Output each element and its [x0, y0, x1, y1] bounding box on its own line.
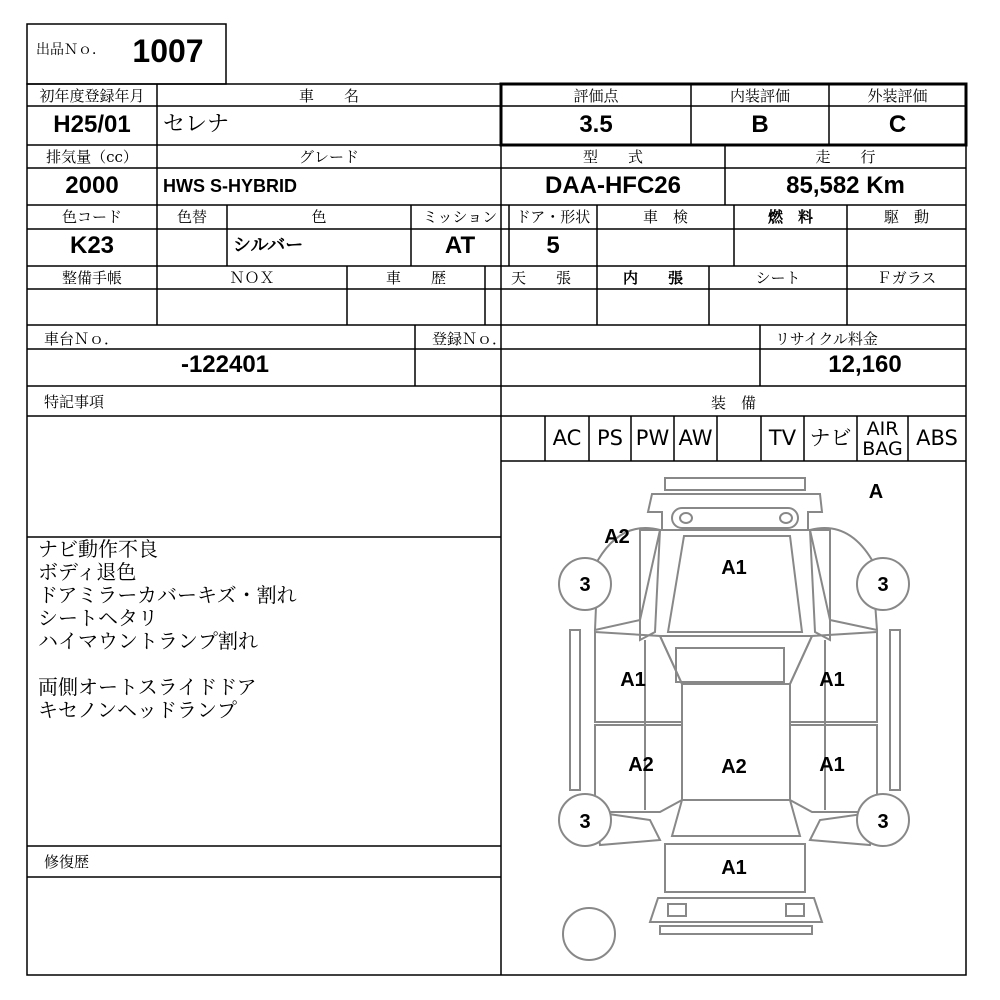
mileage-label: 走 行 [815, 148, 876, 166]
interior-label: 内装評価 [729, 87, 790, 105]
exterior-value: C [888, 111, 907, 138]
remark-line: 両側オートスライドドア [38, 675, 257, 699]
remark-line [38, 653, 297, 676]
first-reg-label: 初年度登録年月 [39, 87, 145, 105]
color-label: 色 [311, 208, 327, 226]
color-value: シルバー [233, 235, 304, 256]
mark-front-left-corner: A2 [604, 526, 630, 548]
equipment-item-tv: TV [768, 426, 797, 450]
mission-value: AT [444, 232, 476, 259]
mark-rear-right-tire: 3 [877, 811, 889, 833]
car-name-label: 車 名 [298, 87, 359, 105]
recycle-value: 12,160 [828, 351, 902, 378]
remark-line: キセノンヘッドランプ [38, 698, 237, 722]
displacement-value: 2000 [65, 172, 119, 199]
mark-top-right: A [868, 481, 884, 503]
equipment-item-pw: PW [635, 426, 670, 450]
remarks-notes [38, 538, 297, 722]
registration-label: 登録Ｎｏ． [432, 330, 508, 348]
inspection-label: 車 検 [642, 208, 688, 226]
color-code-value: K23 [69, 232, 115, 259]
remark-line: ハイマウントランプ割れ [38, 629, 258, 653]
fglass-label: Ｆガラス [876, 269, 937, 287]
model-label: 型 式 [582, 148, 643, 166]
equipment-item-airbag: AIR BAG [862, 418, 903, 460]
equipment-item [717, 416, 761, 460]
first-reg-value: H25/01 [53, 111, 131, 138]
mark-hood: A1 [721, 557, 747, 579]
mark-rear-left-door: A2 [628, 754, 654, 776]
remark-line: ドアミラーカバーキズ・割れ [38, 583, 297, 607]
equipment-item-ps: PS [597, 426, 623, 450]
roof-label: 天 張 [510, 269, 571, 287]
car-diagram [501, 461, 966, 975]
mark-front-right-tire: 3 [877, 574, 889, 596]
equipment-item-aw: AW [678, 426, 713, 450]
lot-label: 出品Ｎｏ． [36, 42, 106, 58]
displacement-label: 排気量（cc） [46, 148, 138, 166]
mark-front-left-door: A1 [620, 669, 646, 691]
equipment-item-navi: ナビ [809, 426, 852, 450]
seat-label: シート [755, 269, 801, 287]
interior-lining-label: 内 張 [622, 269, 683, 287]
exterior-label: 外装評価 [867, 87, 928, 105]
color-code-label: 色コード [61, 208, 122, 226]
drive-label: 駆 動 [883, 208, 929, 226]
score-label: 評価点 [573, 87, 619, 105]
recycle-label: リサイクル料金 [775, 330, 878, 348]
score-value: 3.5 [579, 111, 613, 138]
mileage-value: 85,582 Km [786, 172, 905, 199]
remark-line: ボディ退色 [38, 560, 137, 584]
chassis-label: 車台Ｎｏ． [44, 330, 120, 348]
model-value: DAA-HFC26 [544, 172, 681, 199]
remarks-label: 特記事項 [44, 393, 105, 411]
mark-rear-left-tire: 3 [579, 811, 591, 833]
remark-line: ナビ動作不良 [38, 537, 158, 561]
grade-label: グレード [298, 148, 359, 166]
car-name-value: セレナ [163, 112, 230, 137]
nox-label: ＮＯＸ [229, 269, 275, 287]
mark-back-door: A1 [721, 857, 747, 879]
history-label: 車 歴 [385, 269, 446, 287]
service-book-label: 整備手帳 [61, 269, 122, 287]
doors-label: ドア・形状 [515, 208, 591, 226]
doors-value: 5 [546, 232, 560, 259]
equipment-label: 装 備 [710, 394, 756, 412]
repaint-label: 色替 [176, 208, 207, 226]
mark-front-left-tire: 3 [579, 574, 591, 596]
remark-line: シートヘタリ [38, 606, 158, 630]
grade-value: HWS S-HYBRID [163, 176, 297, 196]
fuel-label: 燃 料 [767, 208, 813, 226]
repair-label: 修復歴 [44, 853, 90, 871]
mark-front-right-door: A1 [819, 669, 845, 691]
equipment-item-abs: ABS [916, 426, 958, 450]
equipment-item [501, 416, 545, 460]
equipment-item-ac: AC [552, 426, 582, 450]
mission-label: ミッション [422, 208, 498, 226]
chassis-value: -122401 [180, 351, 270, 378]
mark-rear-right-door: A1 [819, 754, 845, 776]
interior-value: B [751, 111, 769, 138]
mark-roof: A2 [721, 756, 747, 778]
lot-number: 1007 [132, 33, 204, 69]
